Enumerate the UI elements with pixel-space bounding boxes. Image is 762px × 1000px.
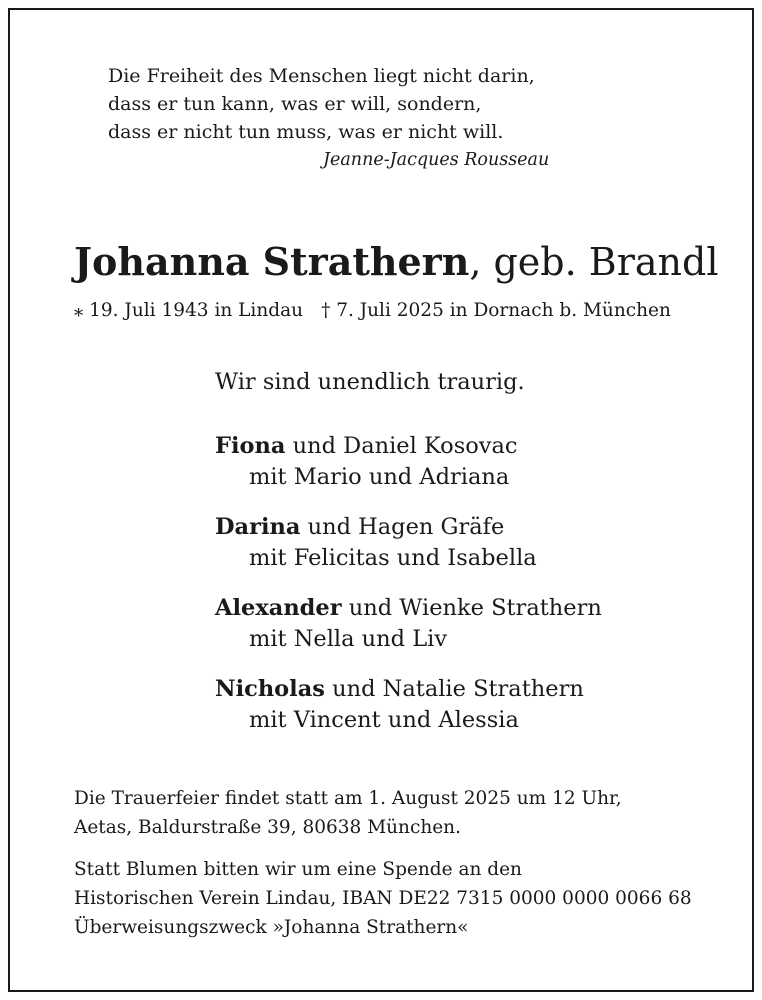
family-children: mit Mario und Adriana bbox=[249, 464, 510, 490]
family-entry bbox=[215, 512, 602, 574]
family-children: mit Nella und Liv bbox=[249, 626, 448, 652]
family-partner: und Natalie Strathern bbox=[324, 676, 584, 702]
death-date: † 7. Juli 2025 in Dornach b. München bbox=[321, 300, 671, 321]
quote-line: Die Freiheit des Menschen liegt nicht darin, bbox=[108, 65, 535, 87]
donation-info bbox=[74, 855, 692, 942]
family-partner: und Wienke Strathern bbox=[341, 595, 602, 621]
family-entry bbox=[215, 431, 602, 493]
family-partner: und Daniel Kosovac bbox=[285, 433, 518, 459]
family-partner: und Hagen Gräfe bbox=[300, 514, 505, 540]
sorrow-line: Wir sind unendlich traurig. bbox=[215, 369, 525, 395]
quote-line: dass er nicht tun muss, was er nicht will. bbox=[108, 121, 504, 143]
donation-line: Überweisungszweck »Johanna Strathern« bbox=[74, 917, 469, 938]
family-first-name: Fiona bbox=[215, 433, 286, 459]
life-dates bbox=[74, 296, 671, 326]
family-children: mit Felicitas und Isabella bbox=[249, 545, 537, 571]
deceased-maiden-name: , geb. Brandl bbox=[469, 240, 719, 284]
donation-line: Statt Blumen bitten wir um eine Spende an den bbox=[74, 859, 522, 880]
family-entry bbox=[215, 674, 602, 736]
deceased-name-heading bbox=[74, 236, 718, 288]
service-line: Die Trauerfeier findet statt am 1. August 2025 um 12 Uhr, bbox=[74, 788, 622, 809]
deceased-name: Johanna Strathern bbox=[74, 239, 470, 284]
family-first-name: Alexander bbox=[215, 595, 342, 621]
family-children: mit Vincent und Alessia bbox=[249, 707, 519, 733]
family-first-name: Nicholas bbox=[215, 676, 325, 702]
family-entry bbox=[215, 593, 602, 655]
mourners-list bbox=[215, 431, 602, 755]
funeral-service-info bbox=[74, 784, 622, 842]
birth-date: ⁎ 19. Juli 1943 in Lindau bbox=[74, 300, 304, 321]
quote-line: dass er tun kann, was er will, sondern, bbox=[108, 93, 482, 115]
service-line: Aetas, Baldurstraße 39, 80638 München. bbox=[74, 817, 461, 838]
family-first-name: Darina bbox=[215, 514, 301, 540]
quote-author: Jeanne-Jacques Rousseau bbox=[323, 150, 550, 170]
donation-line: Historischen Verein Lindau, IBAN DE22 7315 0000 0000 0066 68 bbox=[74, 888, 692, 909]
epigraph-quote bbox=[108, 62, 549, 174]
